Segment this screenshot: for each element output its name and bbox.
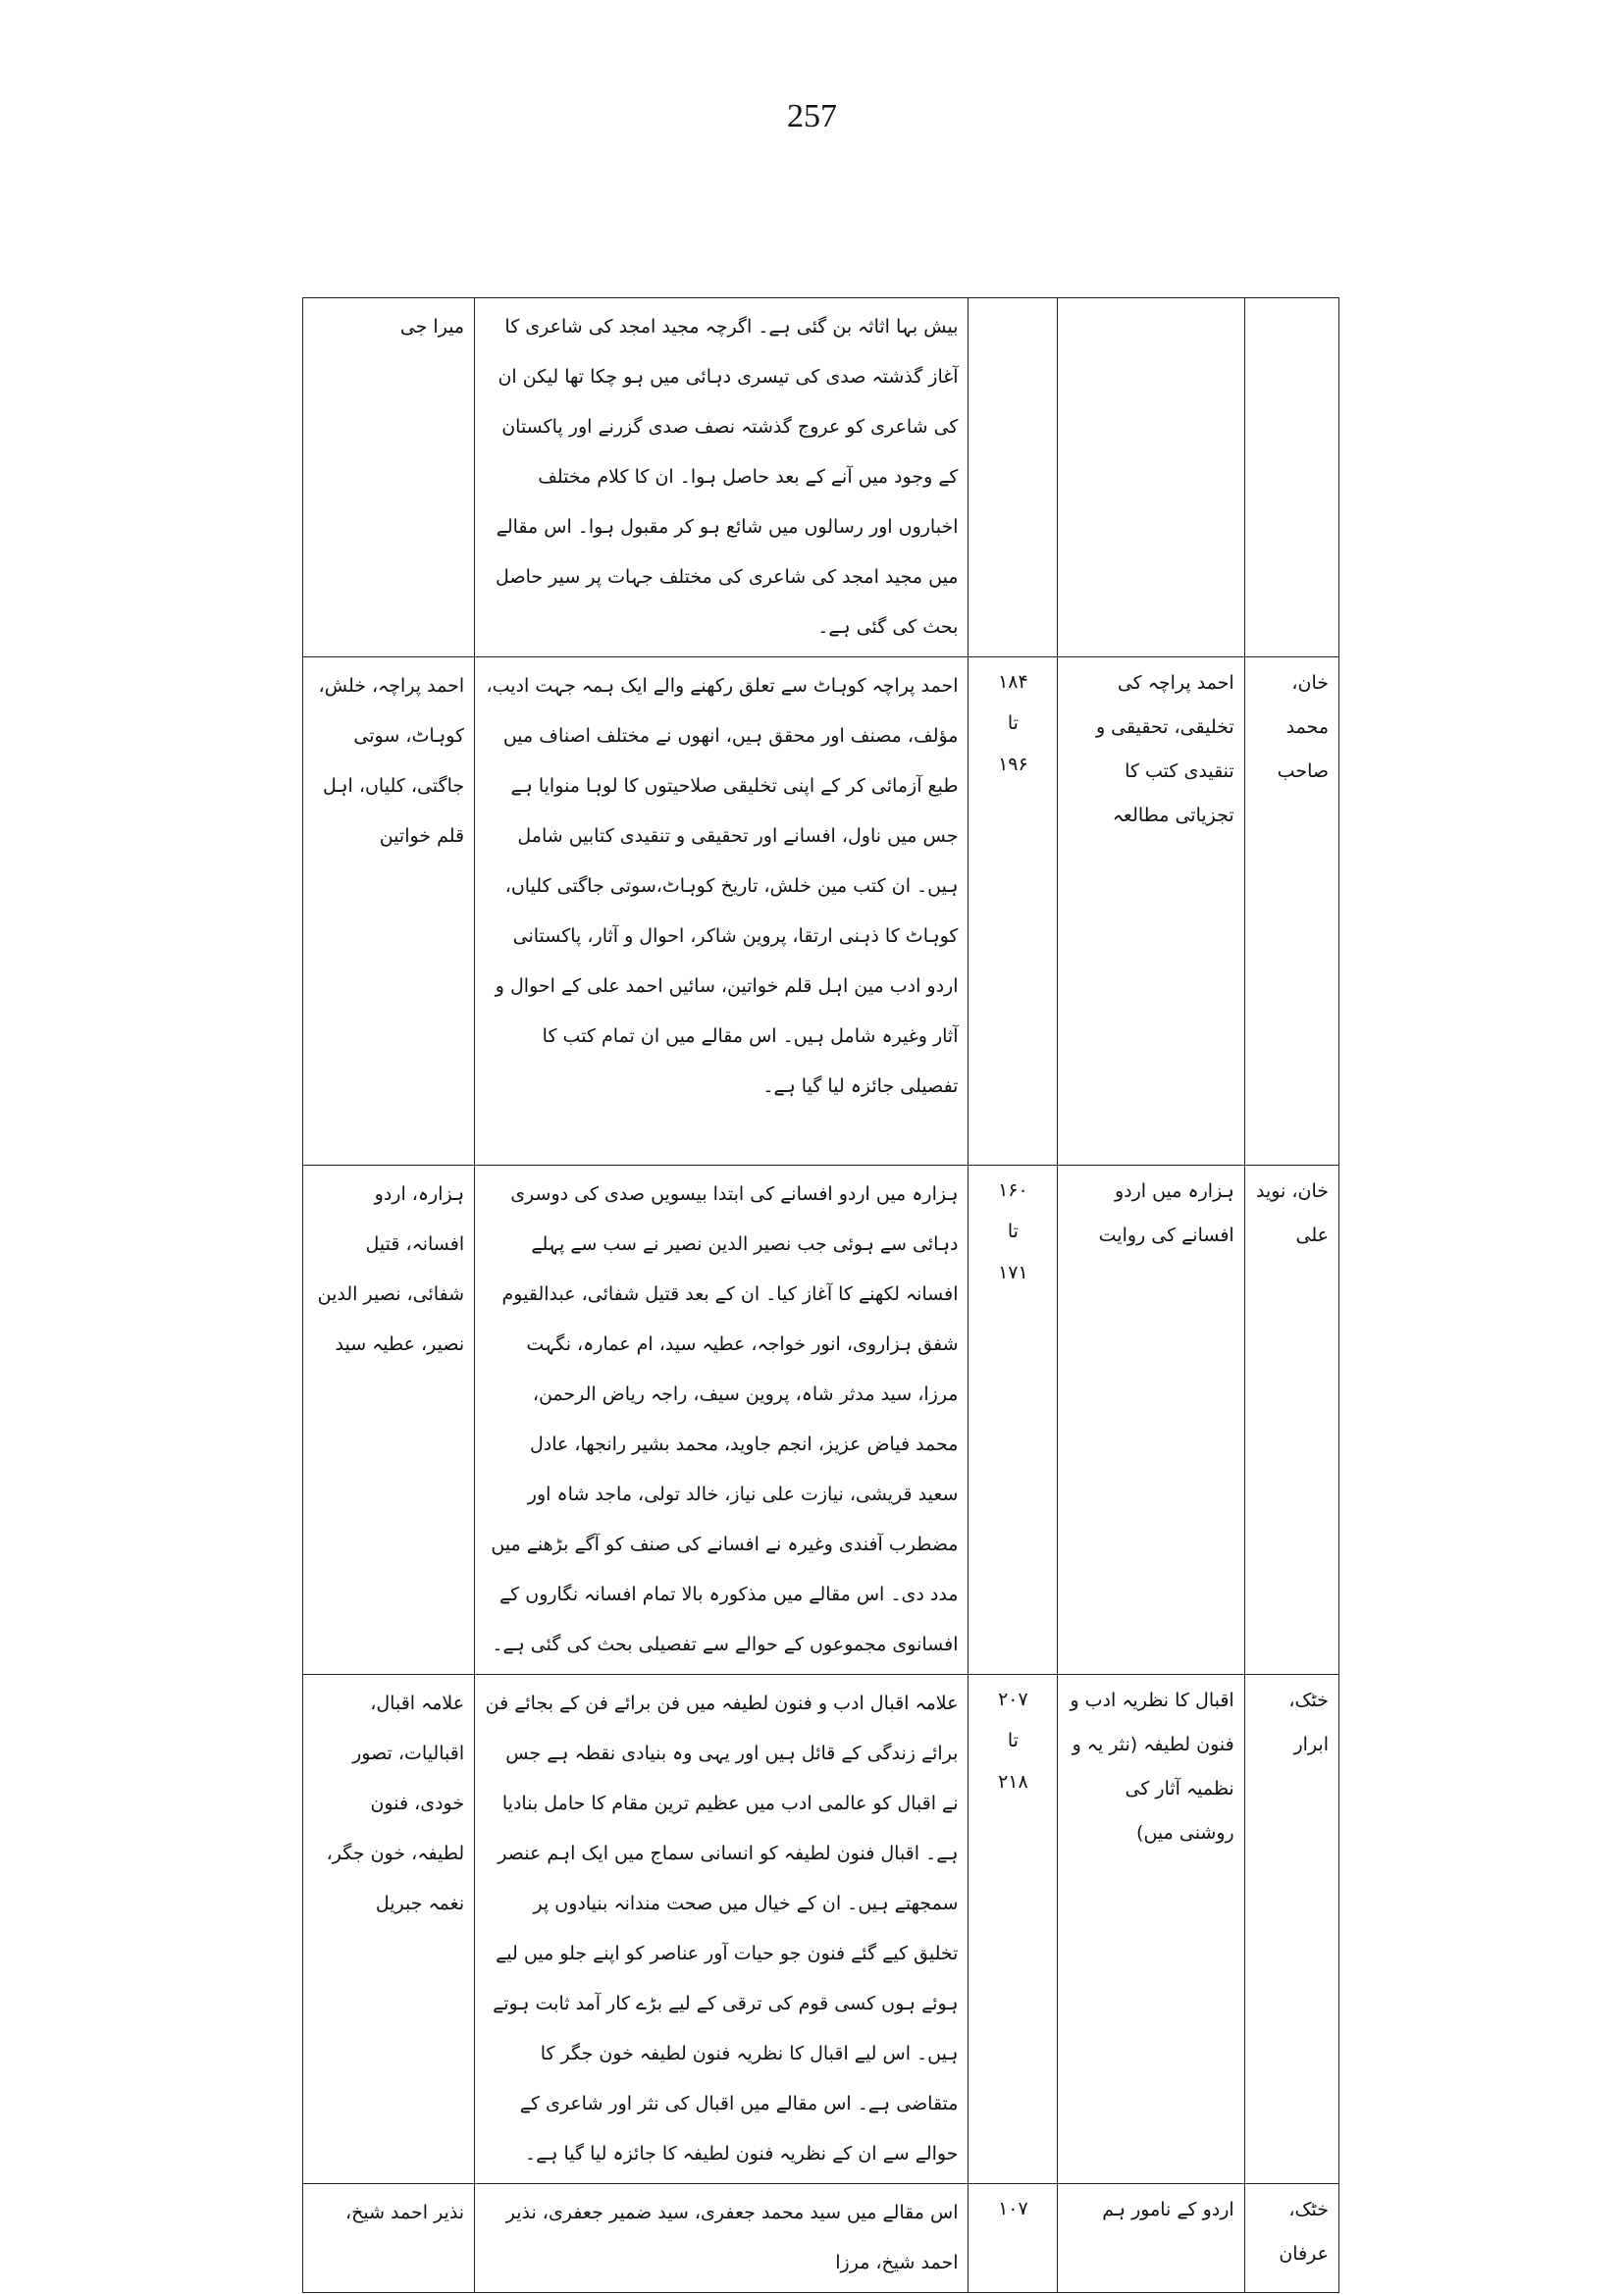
page-end: ۲۱۸ — [998, 1771, 1028, 1793]
page-number: 257 — [787, 98, 837, 134]
table-row — [303, 1166, 1339, 1675]
summary-cell: احمد پراچہ کوہاٹ سے تعلق رکھنے والے ایک ہمہ جہت ادیب، مؤلف، مصنف اور محقق ہیں، انھوں نے مختلف اصناف میں طبع آزمائی کر کے اپنی تخلیقی صلاحیتوں کا لوہا منوایا ہے جس میں ناول، افسانے اور تحقیقی و تنقیدی کتابیں شامل ہیں۔ ان کتب مین خلش، تاریخ کوہاٹ،سوتی جاگتی کلیاں، کوہاٹ کا ذہنی ارتقا، پروین شاکر، احوال و آثار، پاکستانی اردو ادب مین اہل قلم خواتین، سائیں احمد علی کے احوال و آثار وغیرہ شامل ہیں۔ اس مقالے میں ان تمام کتب کا تفصیلی جائزہ لیا گیا ہے۔ — [475, 657, 969, 1166]
page-start: ۲۰۷ — [998, 1689, 1028, 1710]
title-cell: ہزارہ میں اردو افسانے کی روایت — [1058, 1166, 1244, 1675]
keywords-cell: نذیر احمد شیخ، — [303, 2184, 475, 2293]
keywords-cell: میرا جی — [303, 298, 475, 657]
summary-cell: اس مقالے میں سید محمد جعفری، سید ضمیر جعفری، نذیر احمد شیخ، مرزا — [475, 2184, 969, 2293]
summary-cell: علامہ اقبال ادب و فنون لطیفہ میں فن برائے فن کے بجائے فن برائے زندگی کے قائل ہیں اور یہی وہ بنیادی نقطہ ہے جس نے اقبال کو عالمی ادب میں عظیم ترین مقام کا حامل بنادیا ہے۔ اقبال فنون لطیفہ کو انسانی سماج میں ایک اہم عنصر سمجھتے ہیں۔ ان کے خیال میں صحت مندانہ بنیادوں پر تخلیق کیے گئے فنون جو حیات آور عناصر کو اپنے جلو میں لیے ہوئے ہوں کسی قوم کی ترقی کے لیے بڑے کار آمد ثابت ہوتے ہیں۔ اس لیے اقبال کا نظریہ فنون لطیفہ خون جگر کا متقاضی ہے۔ اس مقالے میں اقبال کی نثر اور شاعری کے حوالے سے ان کے نظریہ فنون لطیفہ کا جائزہ لیا گیا ہے۔ — [475, 1675, 969, 2184]
author-cell: خان، نوید علی — [1244, 1166, 1338, 1675]
keywords-cell: احمد پراچہ، خلش، کوہاٹ، سوتی جاگتی، کلیاں، اہل قلم خواتین — [303, 657, 475, 1166]
summary-cell: بیش بہا اثاثہ بن گئی ہے۔ اگرچہ مجید امجد کی شاعری کا آغاز گذشتہ صدی کی تیسری دہائی میں ہو چکا تھا لیکن ان کی شاعری کو عروج گذشتہ نصف صدی گزرنے اور پاکستان کے وجود میں آنے کے بعد حاصل ہوا۔ ان کا کلام مختلف اخباروں اور رسالوں میں شائع ہو کر مقبول ہوا۔ اس مقالے میں مجید امجد کی شاعری کی مختلف جہات پر سیر حاصل بحث کی گئی ہے۔ — [475, 298, 969, 657]
table-row — [303, 2184, 1339, 2293]
title-cell: احمد پراچہ کی تخلیقی، تحقیقی و تنقیدی کتب کا تجزیاتی مطالعہ — [1058, 657, 1244, 1166]
keywords-cell: علامہ اقبال، اقبالیات، تصور خودی، فنون لطیفہ، خون جگر، نغمہ جبریل — [303, 1675, 475, 2184]
author-cell: خان، محمد صاحب — [1244, 657, 1338, 1166]
page-start: ۱۸۴ — [998, 671, 1028, 693]
table-row — [303, 298, 1339, 657]
keywords-cell: ہزارہ، اردو افسانہ، قتیل شفائی، نصیر الدین نصیر، عطیہ سید — [303, 1166, 475, 1675]
author-cell: خٹک، ابرار — [1244, 1675, 1338, 2184]
pages-cell — [969, 1675, 1058, 2184]
title-cell — [1058, 298, 1244, 657]
summary-cell: ہزارہ میں اردو افسانے کی ابتدا بیسویں صدی کی دوسری دہائی سے ہوئی جب نصیر الدین نصیر نے سب سے پہلے افسانہ لکھنے کا آغاز کیا۔ ان کے بعد قتیل شفائی، عبدالقیوم شفق ہزاروی، انور خواجہ، عطیہ سید، ام عمارہ، نگہت مرزا، سید مدثر شاہ، پروین سیف، راجہ ریاض الرحمن، محمد فیاض عزیز، انجم جاوید، محمد بشیر رانجھا، عادل سعید قریشی، نیازت علی نیاز، خالد تولی، ماجد شاہ اور مضطرب آفندی وغیرہ نے افسانے کی صنف کو آگے بڑھنے میں مدد دی۔ اس مقالے میں مذکورہ بالا تمام افسانہ نگاروں کے افسانوی مجموعوں کے حوالے سے تفصیلی بحث کی گئی ہے۔ — [475, 1166, 969, 1675]
page-end: ۱۹۶ — [998, 754, 1028, 775]
page-separator: تا — [1007, 712, 1019, 734]
page-start: ۱۶۰ — [998, 1179, 1028, 1201]
page-start: ۱۰۷ — [998, 2198, 1028, 2219]
page-separator: تا — [1007, 1730, 1019, 1751]
table-row — [303, 1675, 1339, 2184]
title-cell: اقبال کا نظریہ ادب و فنون لطیفہ (نثر یہ و نظمیہ آثار کی روشنی میں) — [1058, 1675, 1244, 2184]
page-end: ۱۷۱ — [998, 1262, 1028, 1283]
pages-cell — [969, 1166, 1058, 1675]
page-separator: تا — [1007, 1221, 1019, 1242]
author-cell — [1244, 298, 1338, 657]
index-table — [302, 297, 1339, 2293]
pages-cell — [969, 298, 1058, 657]
pages-cell — [969, 657, 1058, 1166]
table-row — [303, 657, 1339, 1166]
pages-cell — [969, 2184, 1058, 2293]
title-cell: اردو کے نامور ہم — [1058, 2184, 1244, 2293]
author-cell: خٹک، عرفان — [1244, 2184, 1338, 2293]
